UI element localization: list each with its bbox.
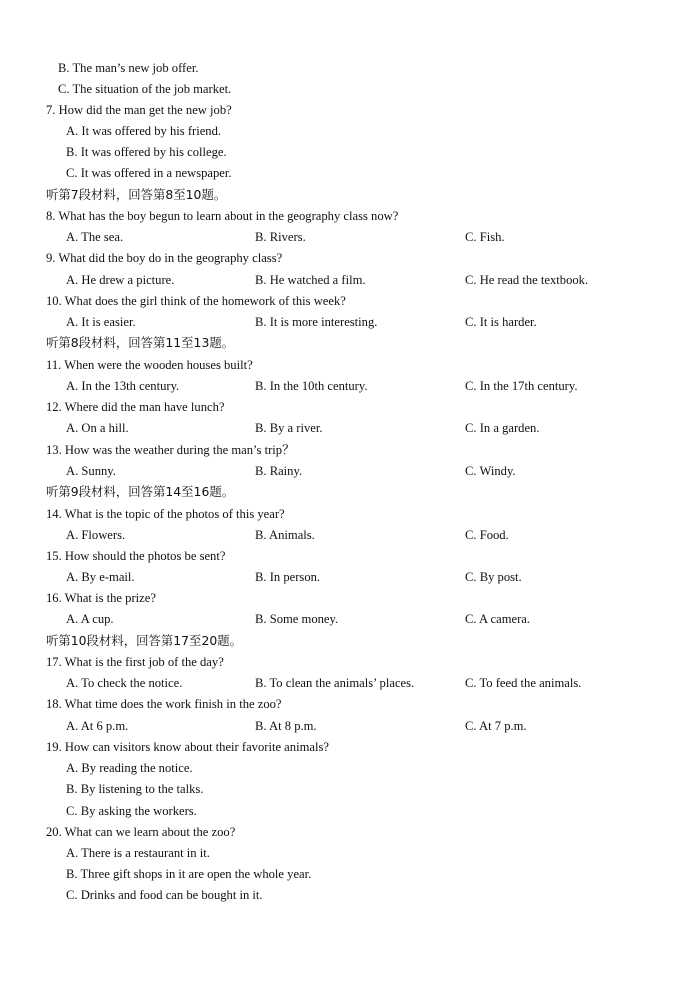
option-text: C. In a garden.: [465, 421, 540, 435]
option-text: B. By listening to the talks.: [66, 782, 204, 796]
question-14: 14. What is the topic of the photos of this year?: [46, 507, 285, 521]
option-text: A. At 6 p.m.: [66, 719, 129, 733]
question-18: 18. What time does the work finish in the zoo?: [46, 697, 282, 711]
question-20: 20. What can we learn about the zoo?: [46, 825, 236, 839]
question-17: 17. What is the first job of the day?: [46, 655, 224, 669]
option-text: B. The man’s new job offer.: [58, 61, 199, 75]
option-text: C. Fish.: [465, 230, 505, 244]
question-12: 12. Where did the man have lunch?: [46, 400, 225, 414]
option-text: A. To check the notice.: [66, 676, 183, 690]
option-text: C. The situation of the job market.: [58, 82, 232, 96]
section-heading: 听第10段材料，回答第17至20题。: [46, 633, 242, 648]
option-text: B. In person.: [255, 570, 321, 584]
question-13: 13. How was the weather during the man’s trip？: [46, 443, 295, 457]
option-text: A. It was offered by his friend.: [66, 124, 222, 138]
option-text: B. Three gift shops in it are open the whole year.: [66, 867, 312, 881]
section-heading: 听第7段材料，回答第8至10题。: [46, 187, 227, 202]
question-19: 19. How can visitors know about their favorite animals?: [46, 740, 329, 754]
option-text: C. At 7 p.m.: [465, 719, 527, 733]
option-text: A. Flowers.: [66, 528, 126, 542]
option-text: C. Windy.: [465, 464, 516, 478]
option-text: C. It was offered in a newspaper.: [66, 166, 232, 180]
option-text: C. Food.: [465, 528, 509, 542]
option-text: B. It is more interesting.: [255, 315, 378, 329]
option-text: B. At 8 p.m.: [255, 719, 317, 733]
option-text: A. By e-mail.: [66, 570, 135, 584]
question-7: 7. How did the man get the new job?: [46, 103, 232, 117]
option-text: A. He drew a picture.: [66, 273, 175, 287]
option-text: B. Rainy.: [255, 464, 303, 478]
option-text: C. By post.: [465, 570, 522, 584]
question-15: 15. How should the photos be sent?: [46, 549, 226, 563]
option-text: B. Animals.: [255, 528, 315, 542]
option-text: C. He read the textbook.: [465, 273, 589, 287]
option-text: C. To feed the animals.: [465, 676, 582, 690]
option-text: B. To clean the animals’ places.: [255, 676, 415, 690]
option-text: B. He watched a film.: [255, 273, 366, 287]
option-text: A. On a hill.: [66, 421, 129, 435]
option-text: C. A camera.: [465, 612, 531, 626]
question-16: 16. What is the prize?: [46, 591, 156, 605]
option-text: C. Drinks and food can be bought in it.: [66, 888, 263, 902]
option-text: A. In the 13th century.: [66, 379, 180, 393]
option-text: A. There is a restaurant in it.: [66, 846, 210, 860]
option-text: A. Sunny.: [66, 464, 116, 478]
question-11: 11. When were the wooden houses built?: [46, 358, 253, 372]
option-text: C. In the 17th century.: [465, 379, 578, 393]
option-text: B. Some money.: [255, 612, 339, 626]
option-text: A. It is easier.: [66, 315, 136, 329]
option-text: B. Rivers.: [255, 230, 306, 244]
question-10: 10. What does the girl think of the homework of this week?: [46, 294, 346, 308]
option-text: C. By asking the workers.: [66, 804, 197, 818]
question-8: 8. What has the boy begun to learn about in the geography class now?: [46, 209, 399, 223]
section-heading: 听第8段材料，回答第11至13题。: [46, 335, 235, 350]
option-text: B. In the 10th century.: [255, 379, 368, 393]
option-text: B. By a river.: [255, 421, 323, 435]
section-heading: 听第9段材料，回答第14至16题。: [46, 484, 235, 499]
option-text: A. By reading the notice.: [66, 761, 193, 775]
question-9: 9. What did the boy do in the geography class?: [46, 251, 283, 265]
option-text: A. The sea.: [66, 230, 124, 244]
option-text: B. It was offered by his college.: [66, 145, 227, 159]
option-text: C. It is harder.: [465, 315, 537, 329]
option-text: A. A cup.: [66, 612, 114, 626]
